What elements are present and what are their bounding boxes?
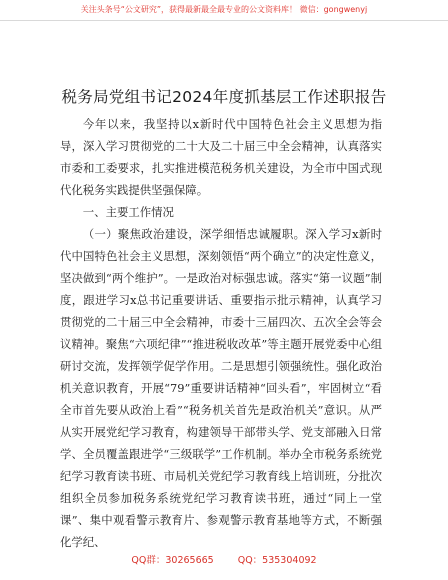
top-banner: 关注头条号“公文研究”，获得最新最全最专业的公文资料库！ 微信：gongwenyj: [0, 0, 448, 21]
document-body: [60, 113, 382, 553]
qq-group-text: QQ群：30265665: [131, 555, 214, 566]
paragraph-intro: 今年以来，我坚持以x新时代中国特色社会主义思想为指导，深入学习贯彻党的二十大及二十届三中全会精神，认真落实市委和工委要求，扎实推进模范税务机关建设，为全市中国式现代化税务实践提供坚强保障。: [60, 117, 382, 197]
qq-text: QQ：535304092: [237, 555, 317, 566]
document-title: 税务局党组书记2024年度抓基层工作述职报告: [61, 88, 387, 106]
bottom-footer: [0, 552, 448, 566]
paragraph-political: （一）聚焦政治建设，深学细悟忠诚履职。深入学习x新时代中国特色社会主义思想，深刻领悟“两个确立”的决定性意义，坚决做到“两个维护”。一是政治对标强忠诚。落实“第一议题”制度，跟进学习x总书记重要讲话、重要指示批示精神，认真学习贯彻党的二十届三中全会精神，市委十三届四次、五次全会等会议精神。聚焦“六项纪律”“推进税收改革”等主题开展党委中心组研讨交流，发挥领学促学作用。二是思想引领强统性。强化政治机关意识教育，开展“79”重要讲话精神“回头看”，牢固树立“看全市首先要从政治上看”“税务机关首先是政治机关”意识。从严从实开展党纪学习教育，构建领导干部带头学、党支部融入日常学、全员覆盖跟进学“三级联学”工作机制。举办全市税务系统党纪学习教育读书班、市局机关党纪学习教育线上培训班，分批次组织全员参加税务系统党纪学习教育读书班，通过“同上一堂课”、集中观看警示教育片、参观警示教育基地等方式，不断强化学纪、: [60, 227, 382, 549]
section-heading: 一、主要工作情况: [82, 205, 174, 219]
